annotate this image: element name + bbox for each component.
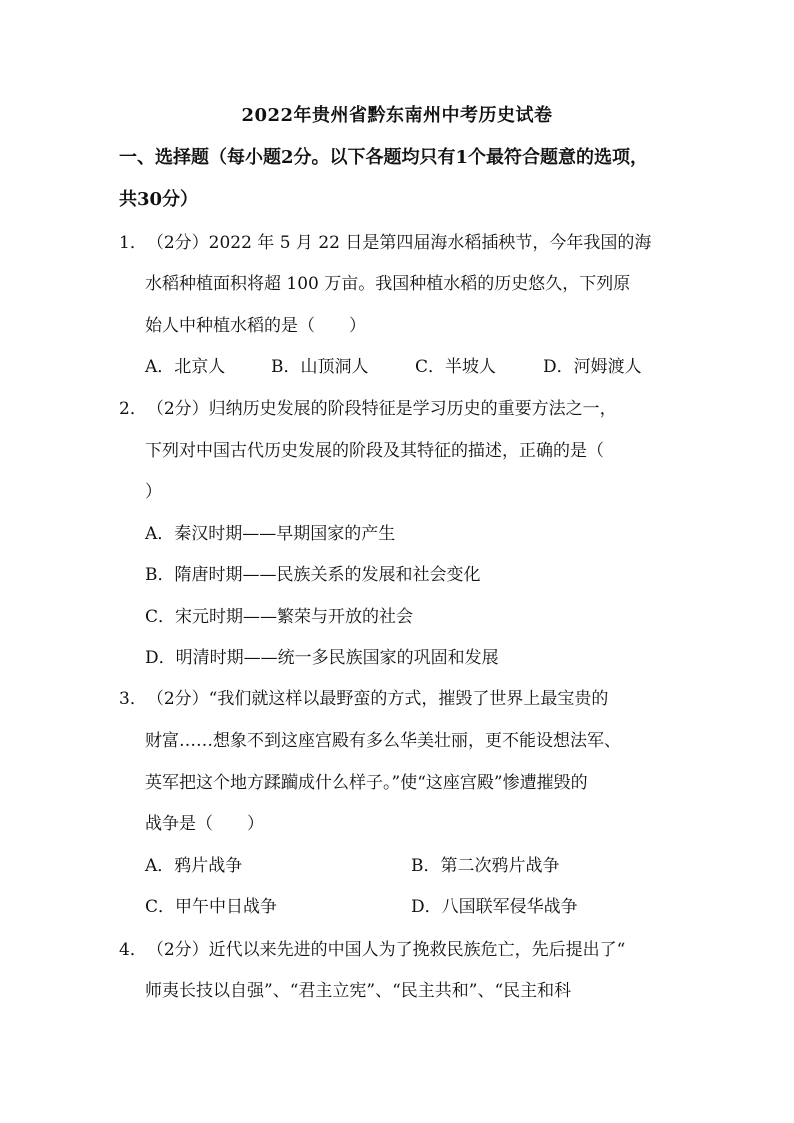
- option-d[interactable]: D．河姆渡人: [543, 357, 642, 377]
- question-3-line-1: [119, 686, 608, 712]
- question-4-line-2: 师夷长技以自强”、“君主立宪”、“民主共和”、“民主和科: [145, 981, 572, 1001]
- question-3-line-3: 英军把这个地方蹂躏成什么样子。”使“这座宫殿”惨遭摧毁的: [145, 773, 588, 793]
- question-2-line-2: 下列对中国古代历史发展的阶段及其特征的描述，正确的是（: [145, 441, 604, 461]
- option-d[interactable]: D．明清时期——统一多民族国家的巩固和发展: [145, 648, 499, 668]
- question-number: 2．: [119, 399, 147, 419]
- option-c[interactable]: C．宋元时期——繁荣与开放的社会: [145, 607, 414, 627]
- question-2-line-3: ）: [145, 482, 162, 502]
- option-d[interactable]: D．八国联军侵华战争: [411, 897, 578, 917]
- question-number: 3．: [119, 689, 147, 709]
- option-a[interactable]: A．北京人: [145, 357, 226, 377]
- question-text: （2分）“我们就这样以最野蛮的方式，摧毁了世界上最宝贵的: [146, 689, 609, 709]
- question-1-line-2: 水稻种植面积将超 100 万亩。我国种植水稻的历史悠久，下列原: [145, 274, 631, 294]
- page-title: 2022年贵州省黔东南州中考历史试卷: [241, 105, 553, 126]
- question-number: 4．: [119, 940, 147, 960]
- section-heading-line-1: 一、选择题（每小题2分。以下各题均只有1个最符合题意的选项，: [119, 147, 649, 168]
- question-1-line-1: [119, 230, 651, 256]
- question-text: （2分）归纳历史发展的阶段特征是学习历史的重要方法之一，: [146, 399, 617, 419]
- question-text: （2分）2022 年 5 月 22 日是第四届海水稻插秧节，今年我国的海: [146, 233, 652, 253]
- option-b[interactable]: B．隋唐时期——民族关系的发展和社会变化: [145, 565, 481, 585]
- question-3-line-4: 战争是（ ）: [145, 814, 264, 834]
- option-a[interactable]: A．鸦片战争: [145, 856, 243, 876]
- option-a[interactable]: A．秦汉时期——早期国家的产生: [145, 524, 396, 544]
- option-c[interactable]: C．半坡人: [415, 357, 497, 377]
- question-2-line-1: [119, 396, 617, 422]
- question-text: （2分）近代以来先进的中国人为了挽救民族危亡，先后提出了“: [146, 940, 626, 960]
- question-1-options: [145, 354, 685, 380]
- question-4-line-1: [119, 937, 625, 963]
- question-3-options-row-2: [145, 894, 685, 920]
- option-c[interactable]: C．甲午中日战争: [145, 897, 278, 917]
- option-b[interactable]: B．第二次鸦片战争: [411, 856, 560, 876]
- section-heading-line-2: 共30分）: [119, 189, 199, 210]
- section-heading: [119, 137, 679, 221]
- option-b[interactable]: B．山顶洞人: [271, 357, 369, 377]
- question-3-line-2: 财富……想象不到这座宫殿有多么华美壮丽，更不能设想法军、: [145, 731, 621, 751]
- question-3-options-row-1: [145, 853, 685, 879]
- question-number: 1．: [119, 233, 147, 253]
- question-1-line-3: 始人中种植水稻的是（ ）: [145, 316, 366, 336]
